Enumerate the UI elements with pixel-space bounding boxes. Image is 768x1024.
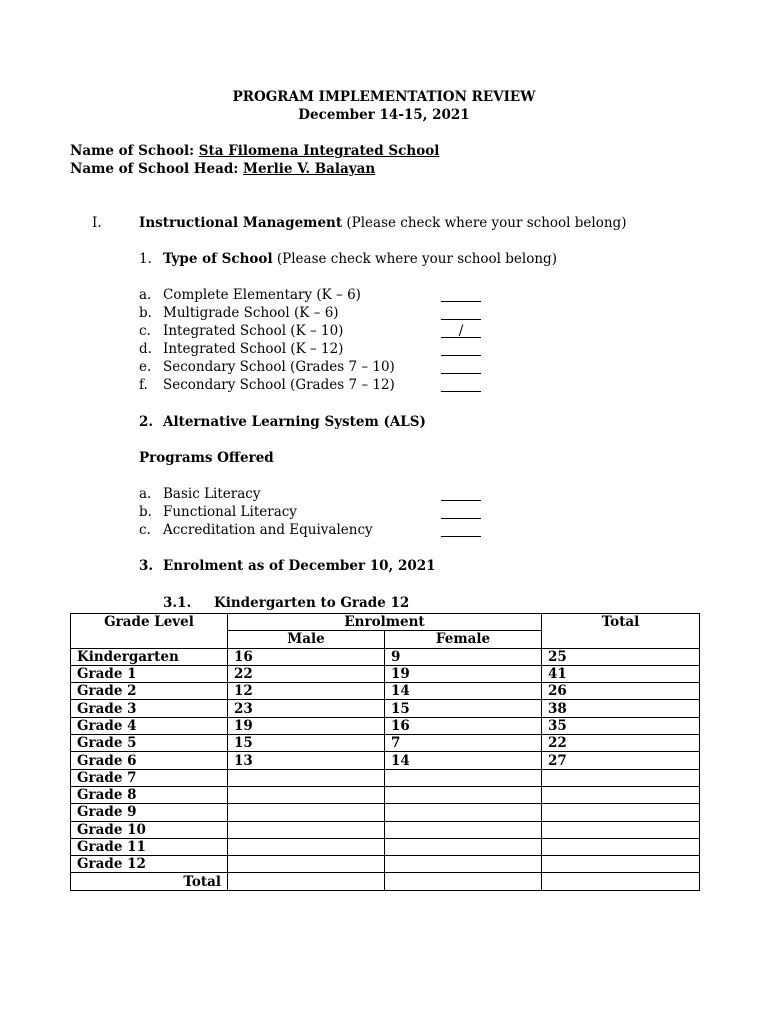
document-title: PROGRAM IMPLEMENTATION REVIEW (232, 89, 536, 105)
table-row (71, 752, 700, 769)
enrolment-number: 3. (139, 558, 154, 574)
male-cell[interactable]: 15 (228, 735, 385, 752)
type-number: 1. (139, 251, 152, 267)
female-cell[interactable] (385, 786, 542, 803)
table-row (71, 648, 700, 665)
total-label-cell: Total (71, 873, 228, 890)
female-cell[interactable] (385, 804, 542, 821)
type-heading (163, 250, 557, 268)
total-cell[interactable]: 22 (542, 735, 700, 752)
female-cell[interactable]: 14 (385, 683, 542, 700)
total-cell[interactable] (542, 838, 700, 855)
grade-level-cell: Grade 12 (71, 856, 228, 873)
school-head-label: Name of School Head: (70, 161, 239, 177)
section-title: Instructional Management (139, 215, 343, 231)
male-cell[interactable] (228, 821, 385, 838)
als-number: 2. (139, 414, 154, 430)
header-female: Female (385, 631, 542, 648)
female-cell[interactable]: 14 (385, 752, 542, 769)
male-cell[interactable] (228, 804, 385, 821)
grade-level-cell: Grade 8 (71, 786, 228, 803)
total-cell[interactable]: 35 (542, 717, 700, 734)
option-check-blank[interactable] (441, 288, 481, 302)
type-note: (Please check where your school belong) (272, 251, 557, 267)
total-cell[interactable]: 27 (542, 752, 700, 769)
grade-level-cell: Kindergarten (71, 648, 228, 665)
table-row (71, 717, 700, 734)
enrolment-title: Enrolment as of December 10, 2021 (163, 558, 436, 574)
als-title: Alternative Learning System (ALS) (163, 414, 426, 430)
total-cell[interactable]: 41 (542, 665, 700, 682)
program-label: Functional Literacy (163, 504, 297, 520)
table-row (71, 735, 700, 752)
option-letter: e. (139, 359, 152, 375)
grade-level-cell: Grade 5 (71, 735, 228, 752)
grade-level-cell: Grade 3 (71, 700, 228, 717)
table-row (71, 786, 700, 803)
total-cell[interactable] (542, 856, 700, 873)
grade-level-cell: Grade 1 (71, 665, 228, 682)
option-label: Integrated School (K – 10) (163, 323, 344, 339)
option-check-blank[interactable] (441, 306, 481, 320)
school-head-value: Merlie V. Balayan (243, 161, 376, 177)
programs-title: Programs Offered (139, 450, 274, 466)
enrolment-sub-title: Kindergarten to Grade 12 (214, 595, 410, 611)
option-letter: b. (139, 305, 152, 321)
female-cell[interactable] (385, 769, 542, 786)
total-cell[interactable] (542, 821, 700, 838)
total-cell[interactable]: 26 (542, 683, 700, 700)
total-cell[interactable] (542, 804, 700, 821)
program-label: Accreditation and Equivalency (163, 522, 373, 538)
program-label: Basic Literacy (163, 486, 261, 502)
option-check-blank[interactable] (441, 360, 481, 374)
table-row (71, 665, 700, 682)
school-name-line (70, 142, 439, 160)
grade-level-cell: Grade 7 (71, 769, 228, 786)
option-label: Secondary School (Grades 7 – 10) (163, 359, 395, 375)
option-check-blank[interactable] (441, 378, 481, 392)
document-date: December 14-15, 2021 (298, 107, 470, 123)
enrolment-sub-number: 3.1. (163, 595, 192, 611)
total-cell[interactable]: 38 (542, 700, 700, 717)
male-cell[interactable]: 13 (228, 752, 385, 769)
grade-level-cell: Grade 9 (71, 804, 228, 821)
program-check-blank[interactable] (441, 505, 481, 519)
total-cell[interactable] (542, 786, 700, 803)
program-letter: b. (139, 504, 152, 520)
total-female-cell[interactable] (385, 873, 542, 890)
grand-total-cell[interactable] (542, 873, 700, 890)
section-numeral: I. (92, 215, 102, 231)
male-cell[interactable]: 23 (228, 700, 385, 717)
grade-level-cell: Grade 6 (71, 752, 228, 769)
female-cell[interactable] (385, 821, 542, 838)
female-cell[interactable]: 16 (385, 717, 542, 734)
grade-level-cell: Grade 4 (71, 717, 228, 734)
program-check-blank[interactable] (441, 487, 481, 501)
male-cell[interactable]: 19 (228, 717, 385, 734)
table-row (71, 700, 700, 717)
program-letter: a. (139, 486, 152, 502)
option-check-mark[interactable]: / (441, 324, 481, 338)
option-label: Complete Elementary (K – 6) (163, 287, 361, 303)
option-check-blank[interactable] (441, 342, 481, 356)
female-cell[interactable]: 7 (385, 735, 542, 752)
option-label: Integrated School (K – 12) (163, 341, 344, 357)
male-cell[interactable] (228, 838, 385, 855)
male-cell[interactable]: 12 (228, 683, 385, 700)
male-cell[interactable] (228, 856, 385, 873)
option-letter: a. (139, 287, 152, 303)
school-name-label: Name of School: (70, 143, 195, 159)
grade-level-cell: Grade 10 (71, 821, 228, 838)
total-cell[interactable]: 25 (542, 648, 700, 665)
total-male-cell[interactable] (228, 873, 385, 890)
table-row (71, 821, 700, 838)
total-cell[interactable] (542, 769, 700, 786)
table-row (71, 769, 700, 786)
female-cell[interactable] (385, 838, 542, 855)
program-check-blank[interactable] (441, 523, 481, 537)
female-cell[interactable]: 15 (385, 700, 542, 717)
option-letter: d. (139, 341, 152, 357)
school-head-line (70, 160, 375, 178)
header-enrolment: Enrolment (228, 614, 542, 631)
program-letter: c. (139, 522, 151, 538)
header-grade-level: Grade Level (71, 614, 228, 649)
type-title: Type of School (163, 251, 273, 267)
section-note: (Please check where your school belong) (342, 215, 627, 231)
header-male: Male (228, 631, 385, 648)
option-label: Secondary School (Grades 7 – 12) (163, 377, 395, 393)
female-cell[interactable]: 19 (385, 665, 542, 682)
female-cell[interactable] (385, 856, 542, 873)
school-name-value: Sta Filomena Integrated School (198, 143, 440, 159)
enrolment-table (70, 613, 700, 891)
table-row (71, 856, 700, 873)
male-cell[interactable] (228, 769, 385, 786)
table-row (71, 804, 700, 821)
option-letter: c. (139, 323, 151, 339)
male-cell[interactable] (228, 786, 385, 803)
header-total: Total (542, 614, 700, 649)
section-heading (139, 214, 626, 232)
grade-level-cell: Grade 2 (71, 683, 228, 700)
grade-level-cell: Grade 11 (71, 838, 228, 855)
option-letter: f. (139, 377, 148, 393)
male-cell[interactable]: 16 (228, 648, 385, 665)
option-label: Multigrade School (K – 6) (163, 305, 339, 321)
male-cell[interactable]: 22 (228, 665, 385, 682)
table-row (71, 683, 700, 700)
female-cell[interactable]: 9 (385, 648, 542, 665)
table-row (71, 838, 700, 855)
table-total-row (71, 873, 700, 890)
